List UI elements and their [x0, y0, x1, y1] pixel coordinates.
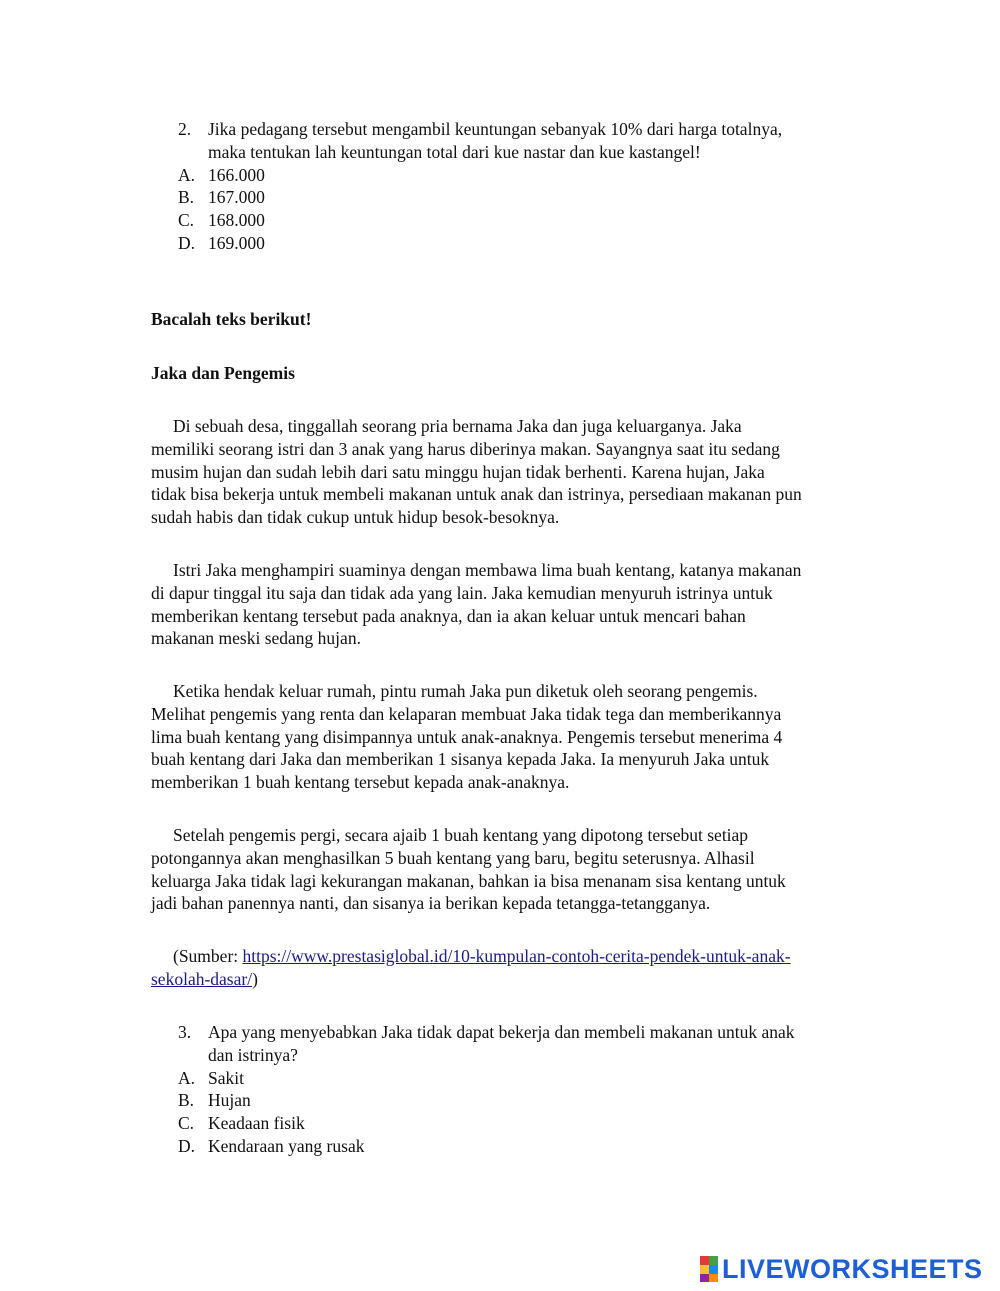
option-d[interactable] [151, 232, 881, 255]
paragraph-line: Setelah pengemis pergi, secara ajaib 1 buah kentang yang dipotong tersebut setiap [173, 825, 749, 845]
question-2-row-2 [151, 141, 881, 164]
source-prefix: (Sumber: [173, 946, 243, 966]
story-paragraph-3 [151, 680, 886, 794]
source-link[interactable]: https://www.prestasiglobal.id/10-kumpulan-contoh-cerita-pendek-untuk-anak- [242, 946, 791, 966]
option-letter: C. [178, 1113, 195, 1134]
option-text: Keadaan fisik [208, 1113, 305, 1134]
source-link-continued[interactable]: sekolah-dasar/ [151, 968, 253, 989]
source-citation [151, 945, 891, 991]
question-text: Apa yang menyebabkan Jaka tidak dapat bekerja dan membeli makanan untuk anak [208, 1022, 795, 1042]
option-text: 169.000 [208, 232, 265, 253]
story-title: Jaka dan Pengemis [151, 363, 295, 383]
paragraph-line: buah kentang dari Jaka dan memberikan 1 sisanya kepada Jaka. Ia menyuruh Jaka untuk [151, 749, 770, 770]
paragraph-line: musim hujan dan sudah lebih dari satu minggu hujan tidak berhenti. Karena hujan, Jaka [151, 461, 765, 482]
question-3-row-1 [151, 1021, 881, 1044]
liveworksheets-logo-icon [700, 1256, 718, 1282]
question-number: 3. [178, 1022, 192, 1042]
paragraph-line: tidak bisa bekerja untuk membeli makanan untuk anak dan istrinya, persediaan makanan pun [151, 484, 802, 505]
option-a[interactable] [151, 1067, 881, 1090]
story-paragraph-2 [151, 559, 886, 650]
paragraph-line: Istri Jaka menghampiri suaminya dengan membawa lima buah kentang, katanya makanan [173, 560, 802, 580]
option-letter: D. [178, 1135, 196, 1156]
option-d[interactable] [151, 1135, 881, 1158]
question-2-row-1 [151, 118, 881, 141]
paragraph-line: memiliki seorang istri dan 3 anak yang harus diberinya makan. Sayangnya saat itu sedang [151, 438, 780, 459]
option-text: 166.000 [208, 164, 265, 185]
paragraph-line: Ketika hendak keluar rumah, pintu rumah Jaka pun diketuk oleh seorang pengemis. [173, 681, 758, 701]
paragraph-line: keluarga Jaka tidak lagi kekurangan makanan, bahkan ia bisa menanam sisa kentang untuk [151, 870, 786, 891]
option-letter: C. [178, 210, 195, 231]
paragraph-line: memberikan kentang tersebut pada anaknya, dan ia akan keluar untuk mencari bahan [151, 605, 746, 626]
paragraph-line: lima buah kentang yang disimpannya untuk anak-anaknya. Pengemis tersebut menerima 4 [151, 726, 783, 747]
paragraph-line: di dapur tinggal itu saja dan tidak ada yang lain. Jaka kemudian menyuruh istrinya untuk [151, 582, 773, 603]
paragraph-line: Melihat pengemis yang renta dan kelaparan membuat Jaka tidak tega dan memberikannya [151, 703, 782, 724]
paragraph-line: potongannya akan menghasilkan 5 buah kentang yang baru, begitu seterusnya. Alhasil [151, 847, 755, 868]
option-text: Kendaraan yang rusak [208, 1135, 365, 1156]
question-text: dan istrinya? [208, 1044, 298, 1065]
question-2 [151, 118, 881, 255]
question-3 [151, 1021, 881, 1158]
story-paragraph-1 [151, 415, 886, 529]
paragraph-line: memberikan 1 buah kentang tersebut kepada anak-anaknya. [151, 772, 570, 793]
option-text: Sakit [208, 1067, 244, 1088]
question-text: maka tentukan lah keuntungan total dari kue nastar dan kue kastangel! [208, 141, 701, 162]
question-text: Jika pedagang tersebut mengambil keuntungan sebanyak 10% dari harga totalnya, [208, 119, 783, 139]
option-letter: B. [178, 187, 195, 208]
instruction-heading: Bacalah teks berikut! [151, 309, 312, 329]
option-text: Hujan [208, 1090, 251, 1111]
option-text: 168.000 [208, 210, 265, 231]
paragraph-line: makanan meski sedang hujan. [151, 628, 361, 649]
paragraph-line: jadi bahan panennya nanti, dan sisanya ia berikan kepada tetangga-tetangganya. [151, 893, 711, 914]
paragraph-line: sudah habis dan tidak cukup untuk hidup besok-besoknya. [151, 507, 560, 528]
option-b[interactable] [151, 186, 881, 209]
story-paragraph-4 [151, 824, 886, 915]
option-a[interactable] [151, 164, 881, 187]
option-b[interactable] [151, 1089, 881, 1112]
option-letter: D. [178, 232, 196, 253]
question-number: 2. [178, 119, 192, 139]
question-3-row-2 [151, 1044, 881, 1067]
paragraph-line: Di sebuah desa, tinggallah seorang pria bernama Jaka dan juga keluarganya. Jaka [173, 416, 742, 436]
option-c[interactable] [151, 209, 881, 232]
option-c[interactable] [151, 1112, 881, 1135]
liveworksheets-logo[interactable] [700, 1255, 983, 1283]
source-suffix: ) [252, 968, 258, 989]
option-letter: A. [178, 164, 196, 185]
option-letter: B. [178, 1090, 195, 1111]
logo-text: LIVEWORKSHEETS [722, 1254, 983, 1284]
option-text: 167.000 [208, 187, 265, 208]
option-letter: A. [178, 1067, 196, 1088]
